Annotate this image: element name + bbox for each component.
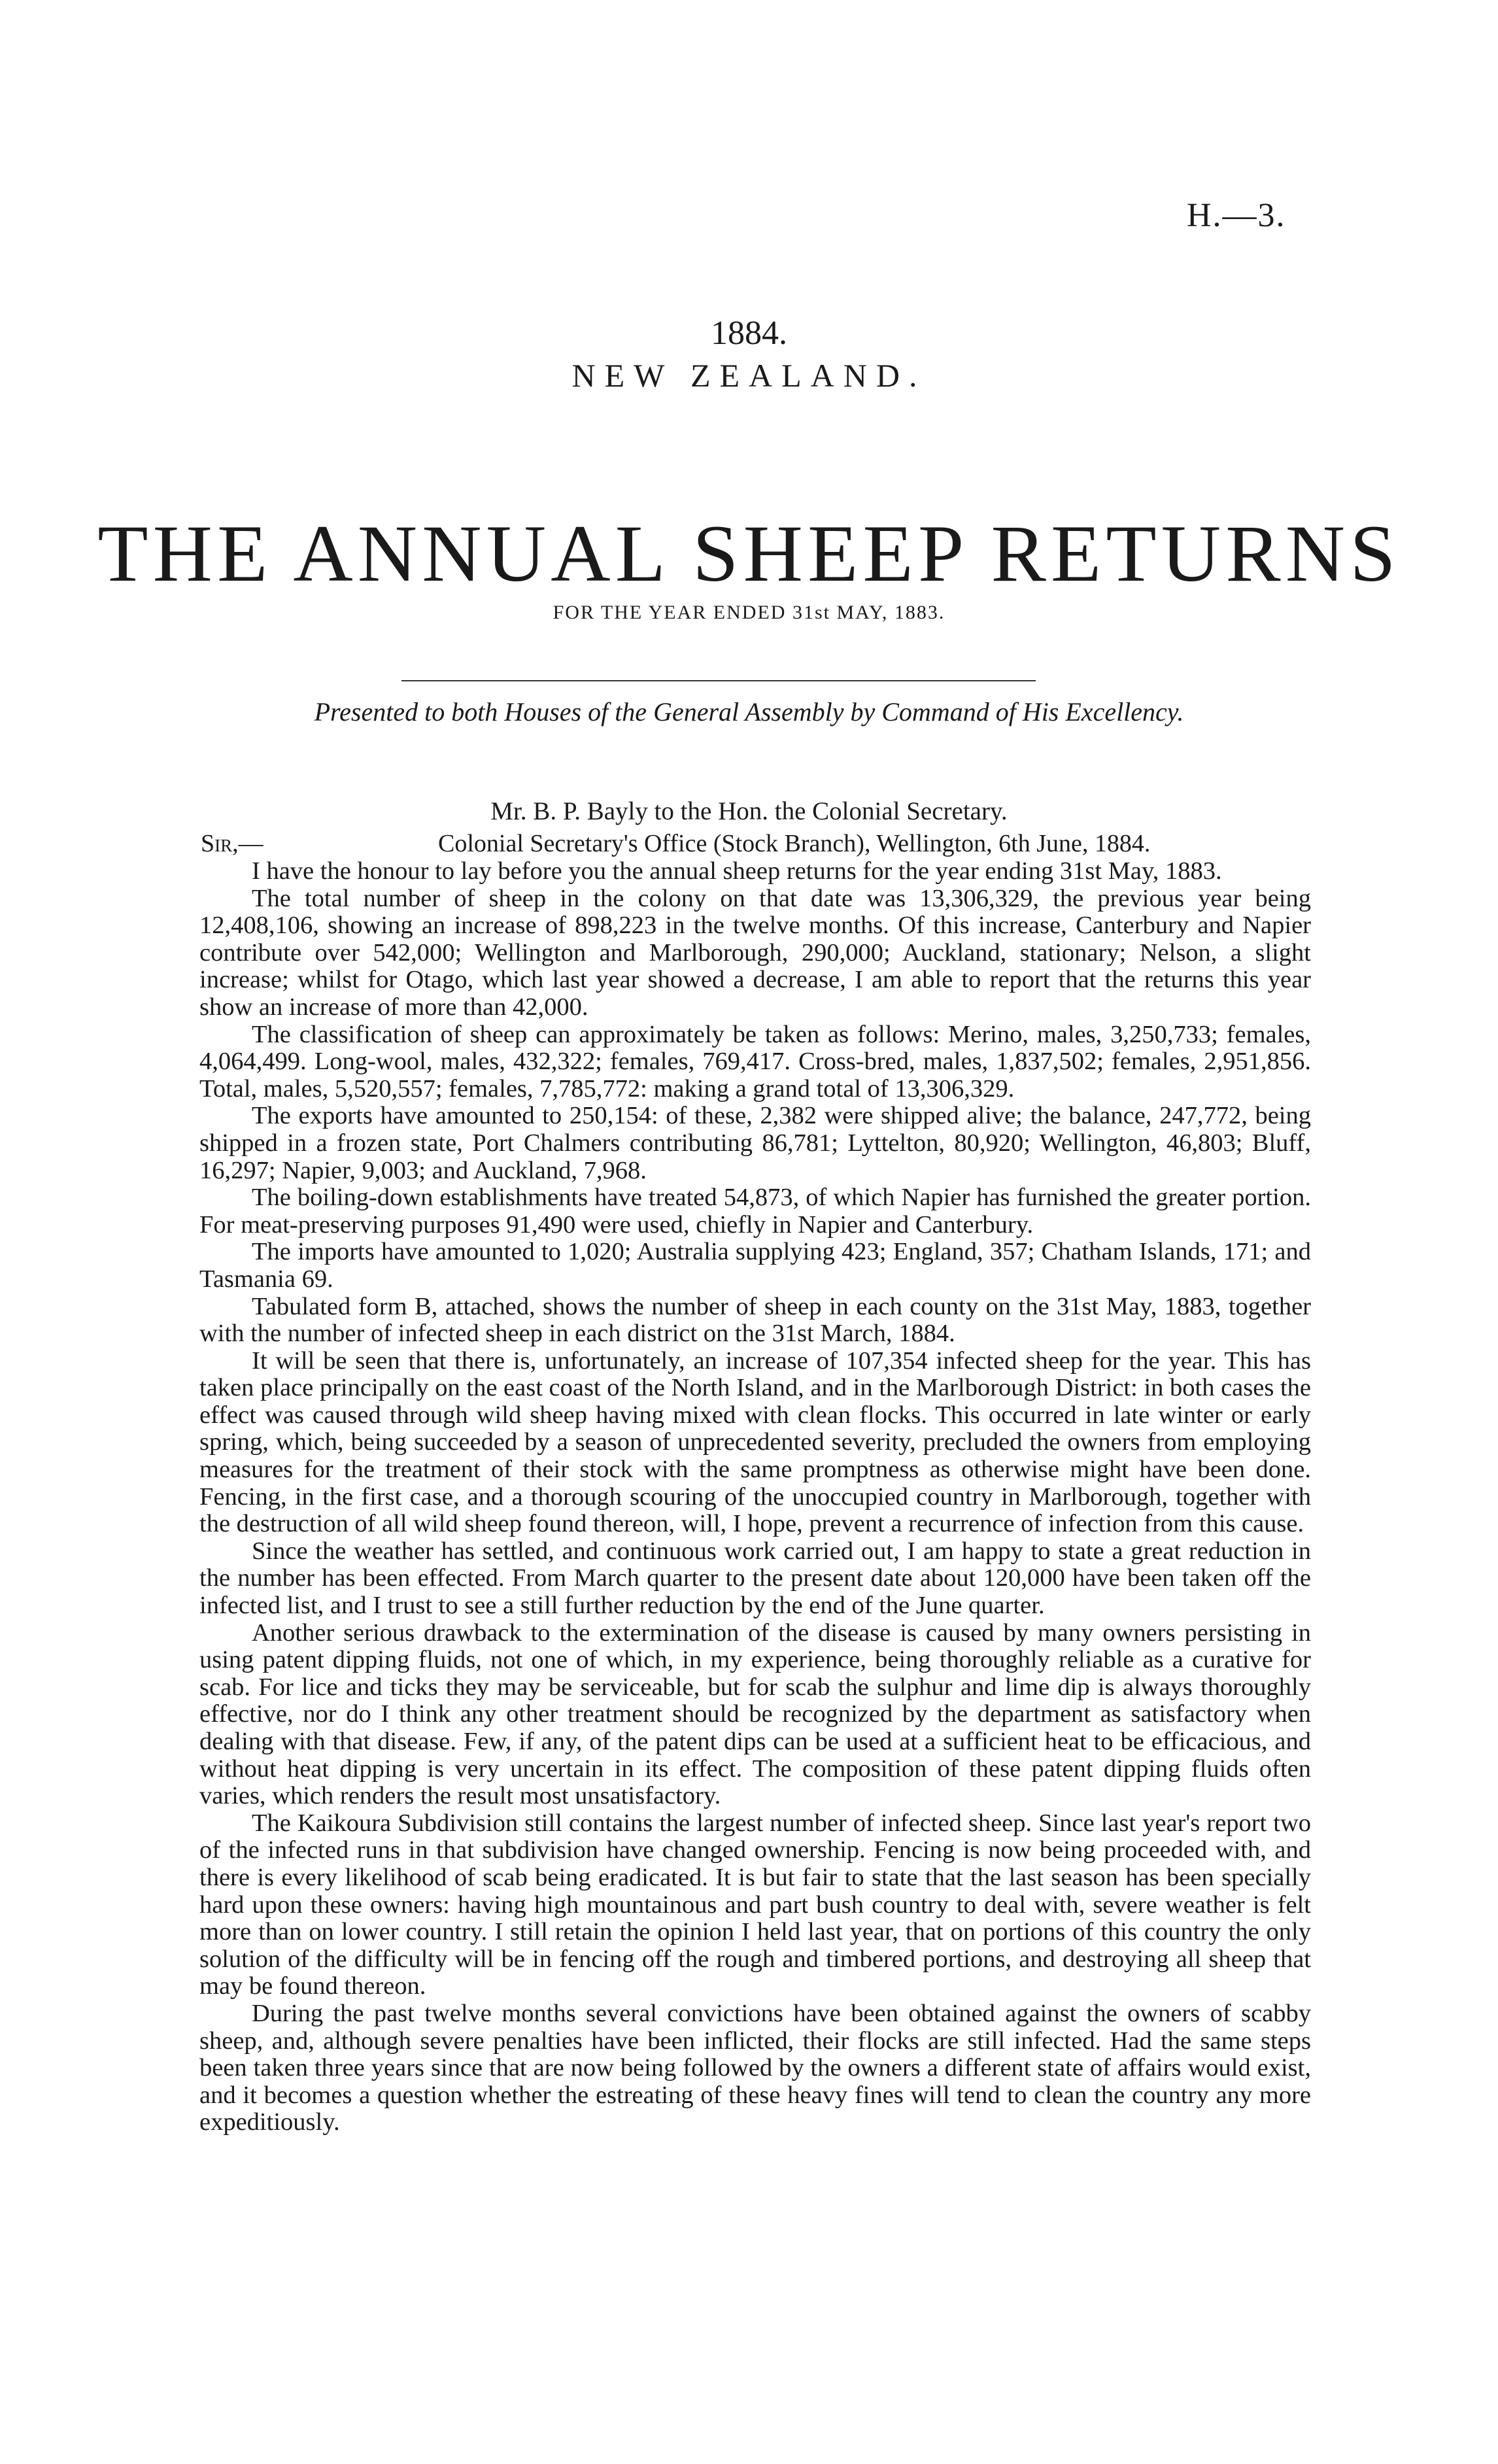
paragraph: The imports have amounted to 1,020; Australia supplying 423; England, 357; Chatham Islands, 171; and Tasmania 69. (199, 1238, 1311, 1293)
paragraph: The exports have amounted to 250,154: of these, 2,382 were shipped alive; the balance, 247,772, being shipped in a frozen state, Port Chalmers contributing 86,781; Lyttelton, 80,920; Wellington, 46,803; Bluff, 16,297; Napier, 9,003; and Auckland, 7,968. (199, 1102, 1311, 1184)
paragraph: The Kaikoura Subdivision still contains the largest number of infected sheep. Since last year's report two of the infected runs in that subdivision have changed ownership. Fencing is now being proceeded with, and there is every likelihood of scab being eradicated. It is but fair to state that the last season has been specially hard upon these owners: having high mountainous and part bush country to deal with, severe weather is felt more than on lower country. I still retain the opinion I held last year, that on portions of this country the only solution of the difficulty will be in fencing off the rough and timbered portions, and destroying all sheep that may be found thereon. (199, 1809, 1311, 2000)
paragraph: Tabulated form B, attached, shows the number of sheep in each county on the 31st May, 1883, together with the number of infected sheep in each district on the 31st March, 1884. (199, 1292, 1311, 1348)
paragraph: It will be seen that there is, unfortunately, an increase of 107,354 infected sheep for the year. This has taken place principally on the east coast of the North Island, and in the Marlborough District: in both cases the effect was caused through wild sheep having mixed with clean flocks. This occurred in late winter or early spring, which, being succeeded by a season of unprecedented severity, precluded the owners from employing measures for the treatment of their stock with the same promptness as otherwise might have been done. Fencing, in the first case, and a thorough scouring of the unoccupied country in Marlborough, together with the destruction of all wild sheep found thereon, will, I hope, prevent a recurrence of infection from this cause. (199, 1346, 1311, 1538)
letter-body (199, 858, 1311, 2136)
letter-address: Colonial Secretary's Office (Stock Branch), Wellington, 6th June, 1884. (438, 830, 1151, 857)
salutation: Sir,— (201, 830, 264, 857)
page-reference: H.—3. (1187, 197, 1286, 234)
document-year: 1884. (711, 315, 787, 352)
paragraph: Since the weather has settled, and continuous work carried out, I am happy to state a great reduction in the number has been effected. From March quarter to the present date about 120,000 have been taken off the infected list, and I trust to see a still further reduction by the end of the June quarter. (199, 1537, 1311, 1620)
paragraph: The boiling-down establishments have treated 54,873, of which Napier has furnished the greater portion. For meat-preserving purposes 91,490 were used, chiefly in Napier and Canterbury. (199, 1184, 1311, 1239)
letter-heading: Mr. B. P. Bayly to the Hon. the Colonial Secretary. (490, 797, 1008, 825)
paragraph: Another serious drawback to the extermination of the disease is caused by many owners persisting in using patent dipping fluids, not one of which, in my experience, being thoroughly reliable as a curative for scab. For lice and ticks they may be serviceable, but for scab the sulphur and lime dip is always thoroughly effective, nor do I think any other treatment should be recognized by the department as satisfactory when dealing with that disease. Few, if any, of the patent dips can be used at a sufficient heat to be efficacious, and without heat dipping is very uncertain in its effect. The composition of these patent dipping fluids often varies, which renders the result most unsatisfactory. (199, 1618, 1311, 1810)
document-subtitle: FOR THE YEAR ENDED 31st MAY, 1883. (553, 602, 945, 623)
paragraph: During the past twelve months several convictions have been obtained against the owners of scabby sheep, and, although severe penalties have been inflicted, their flocks are still infected. Had the same steps been taken three years since that are now being followed by the owners a different state of affairs would exist, and it becomes a question whether the estreating of these heavy fines will tend to clean the country any more expeditiously. (199, 1999, 1311, 2136)
paragraph: The classification of sheep can approximately be taken as follows: Merino, males, 3,250,733; females, 4,064,499. Long-wool, males, 432,322; females, 769,417. Cross-bred, males, 1,837,502; females, 2,951,856. Total, males, 5,520,557; females, 7,785,772: making a grand total of 13,306,329. (199, 1020, 1311, 1103)
country-heading: NEW ZEALAND. (571, 357, 927, 394)
presented-line: Presented to both Houses of the General Assembly by Command of His Excellency. (314, 697, 1184, 727)
document-title: THE ANNUAL SHEEP RETURNS (97, 509, 1401, 598)
paragraph: The total number of sheep in the colony on that date was 13,306,329, the previous year being 12,408,106, showing an increase of 898,223 in the twelve months. Of this increase, Canterbury and Napier contribute over 542,000; Wellington and Marlborough, 290,000; Auckland, stationary; Nelson, a slight increase; whilst for Otago, which last year showed a decrease, I am able to report that the returns this year show an increase of more than 42,000. (199, 884, 1311, 1021)
horizontal-rule (401, 680, 1036, 681)
paragraph: I have the honour to lay before you the annual sheep returns for the year ending 31st May, 1883. (252, 857, 1222, 885)
